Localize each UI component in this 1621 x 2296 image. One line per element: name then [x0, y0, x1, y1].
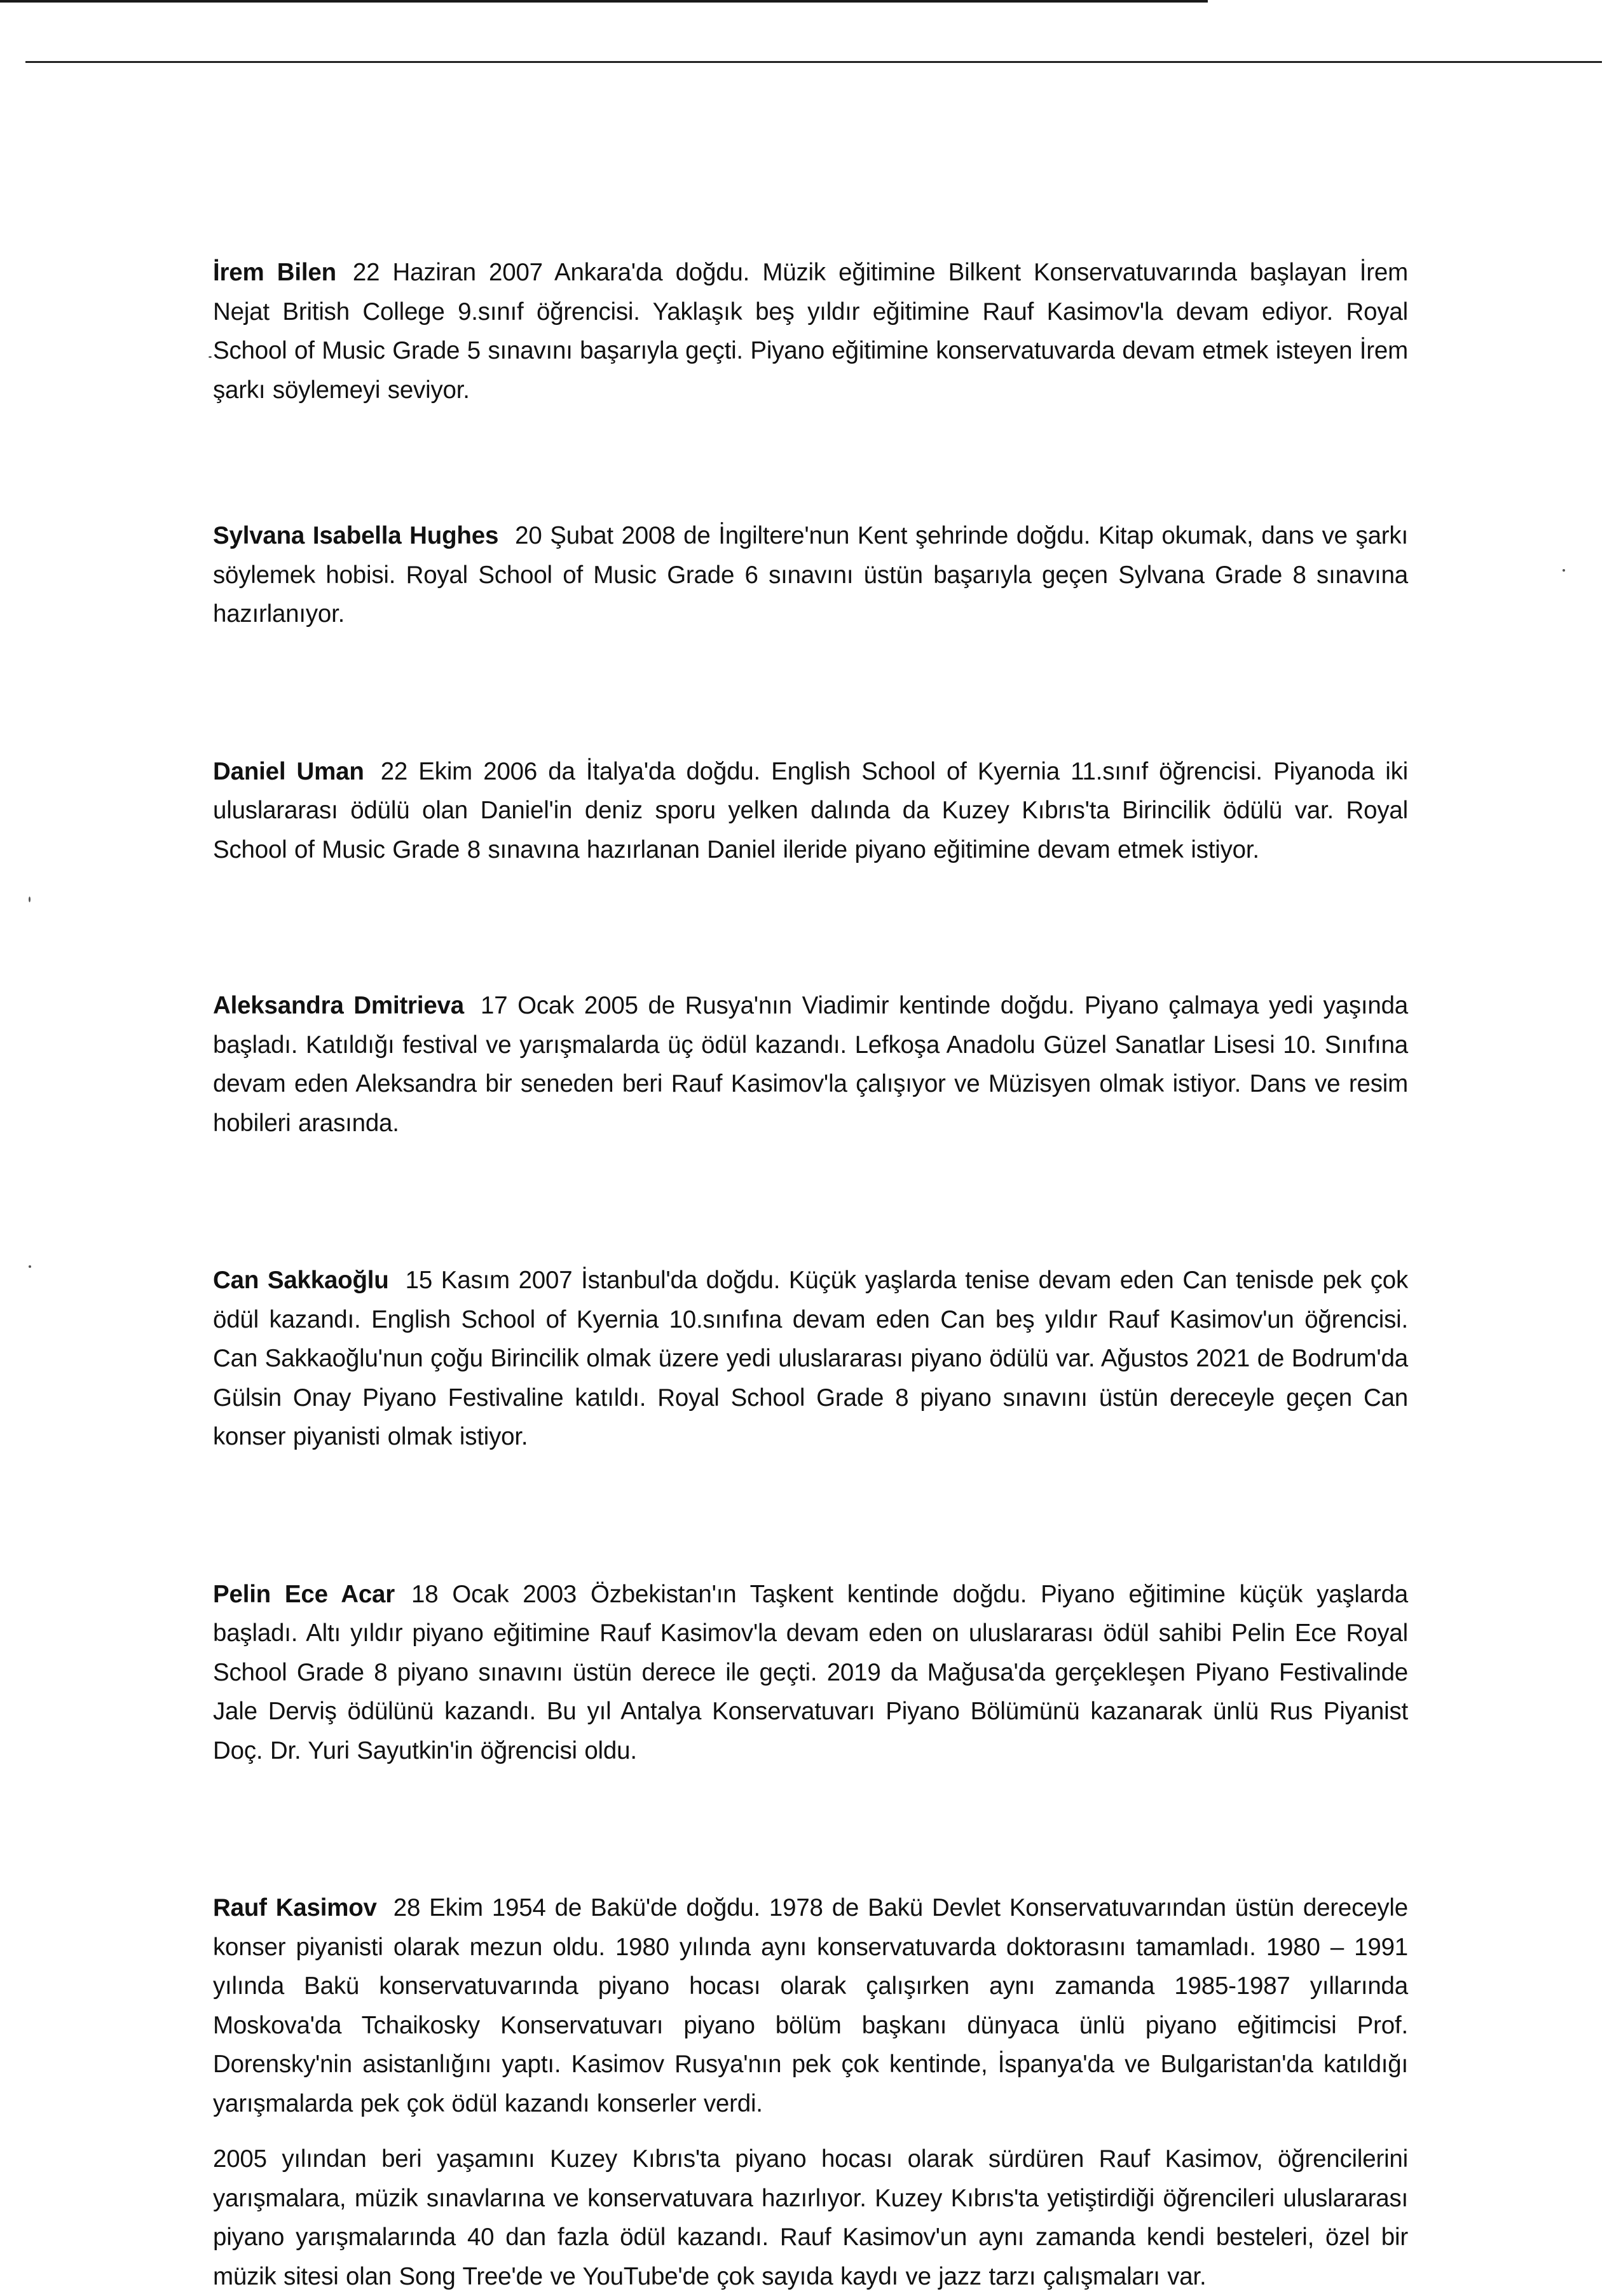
spacer — [213, 1770, 1408, 1888]
header-rule — [25, 61, 1602, 63]
bio-name: Aleksandra Dmitrieva — [213, 992, 464, 1019]
bio-name: Sylvana Isabella Hughes — [213, 522, 499, 549]
bio-name: Pelin Ece Acar — [213, 1580, 395, 1608]
bio-text: 22 Haziran 2007 Ankara'da doğdu. Müzik eğitimine Bilkent Konservatuvarında başlayan İrem Nejat British College 9.sınıf öğrencisi. Yaklaşık beş yıldır eğitimine Rauf Kasimov'la devam ediyor. Royal School of Music Grade 5 sınavını başarıyla geçti. Piyano eğitimine konservatuvarda devam etmek isteyen İrem şarkı söylemeyi seviyor. — [213, 259, 1409, 404]
spacer — [213, 2123, 1408, 2140]
scan-speck — [1563, 569, 1565, 572]
bio-text: 22 Ekim 2006 da İtalya'da doğdu. English School of Kyernia 11.sınıf öğrencisi. Piyanoda iki uluslararası ödülü olan Daniel'in deniz sporu yelken dalında da Kuzey Kıbrıs'ta Birincilik ödülü var. Royal School of Music Grade 8 sınavına hazırlanan Daniel ileride piyano eğitimine devam etmek istiyor. — [213, 757, 1408, 863]
spacer — [213, 1457, 1408, 1575]
scan-speck — [209, 356, 212, 358]
bio-text: 28 Ekim 1954 de Bakü'de doğdu. 1978 de Bakü Devlet Konservatuvarından üstün dereceyle konser piyanisti olarak mezun oldu. 1980 yılında aynı konservatuvarda doktorasını tamamladı. 1980 – 1991 yılında Bakü konservatuvarında piyano hocası olarak çalışırken aynı zamanda 1985-1987 yıllarında Moskova'da Tchaikosky Konservatuvarı piyano bölüm başkanı dünyaca ünlü piyano eğitimcisi Prof. Dorensky'nin asistanlığını yaptı. Kasimov Rusya'nın pek çok kentinde, İspanya'da ve Bulgaristan'da katıldığı yarışmalarda pek çok ödül kazandı konserler verdi. — [213, 1894, 1408, 2117]
bio-sylvana-hughes — [213, 516, 1408, 634]
bio-aleksandra-dmitrieva — [213, 986, 1408, 1143]
bio-irem-bilen — [213, 253, 1408, 409]
biography-list — [213, 253, 1408, 2296]
bio-daniel-uman — [213, 752, 1408, 870]
bio-text: 17 Ocak 2005 de Rusya'nın Viadimir kentinde doğdu. Piyano çalmaya yedi yaşında başladı. Katıldığı festival ve yarışmalarda üç ödül kazandı. Lefkoşa Anadolu Güzel Sanatlar Lisesi 10. Sınıfına devam eden Aleksandra bir seneden beri Rauf Kasimov'la çalışıyor ve Müzisyen olmak istiyor. Dans ve resim hobileri arasında. — [213, 992, 1408, 1137]
bio-name: Rauf Kasimov — [213, 1894, 377, 1921]
bio-text: 18 Ocak 2003 Özbekistan'ın Taşkent kentinde doğdu. Piyano eğitimine küçük yaşlarda başladı. Altı yıldır piyano eğitimine Rauf Kasimov'la devam eden on uluslararası ödül sahibi Pelin Ece Royal School Grade 8 piyano sınavını üstün derece ile geçti. 2019 da Mağusa'da gerçekleşen Piyano Festivalinde Jale Derviş ödülünü kazandı. Bu yıl Antalya Konservatuvarı Piyano Bölümünü kazanarak ünlü Rus Piyanist Doç. Dr. Yuri Sayutkin'in öğrencisi oldu. — [213, 1580, 1409, 1764]
scan-speck — [29, 897, 31, 902]
bio-name: Daniel Uman — [213, 757, 364, 785]
bio-name: İrem Bilen — [213, 259, 336, 286]
spacer — [213, 409, 1408, 516]
bio-text: 15 Kasım 2007 İstanbul'da doğdu. Küçük yaşlarda tenise devam eden Can tenisde pek çok ödül kazandı. English School of Kyernia 10.sınıfına devam eden Can beş yıldır Rauf Kasimov'un öğrencisi. Can Sakkaoğlu'nun çoğu Birincilik olmak üzere yedi uluslararası piyano ödülü var. Ağustos 2021 de Bodrum'da Gülsin Onay Piyano Festivaline katıldı. Royal School Grade 8 piyano sınavını üstün dereceyle geçen Can konser piyanisti olmak istiyor. — [213, 1267, 1409, 1450]
spacer — [213, 634, 1408, 752]
bio-can-sakkaoglu — [213, 1261, 1408, 1457]
bio-text: 20 Şubat 2008 de İngiltere'nun Kent şehrinde doğdu. Kitap okumak, dans ve şarkı söylemek hobisi. Royal School of Music Grade 6 sınavını üstün başarıyla geçen Sylvana Grade 8 sınavına hazırlanıyor. — [213, 522, 1408, 628]
scan-top-edge — [0, 0, 1208, 3]
bio-rauf-kasimov — [213, 1888, 1408, 2123]
scan-speck — [29, 1265, 31, 1268]
bio-pelin-ece-acar — [213, 1575, 1408, 1771]
spacer — [213, 1143, 1408, 1261]
spacer — [213, 869, 1408, 986]
closing-paragraph: 2005 yılından beri yaşamını Kuzey Kıbrıs'ta piyano hocası olarak sürdüren Rauf Kasimov, öğrencilerini yarışmalara, müzik sınavlarına ve konservatuvara hazırlıyor. Kuzey Kıbrıs'ta yetiştirdiği öğrencileri uluslararası piyano yarışmalarında 40 dan fazla ödül kazandı. Rauf Kasimov'un aynı zamanda kendi besteleri, özel bir müzik sitesi olan Song Tree'de ve YouTube'de çok sayıda kaydı ve jazz tarzı çalışmaları var. — [213, 2145, 1408, 2290]
bio-name: Can Sakkaoğlu — [213, 1267, 389, 1294]
